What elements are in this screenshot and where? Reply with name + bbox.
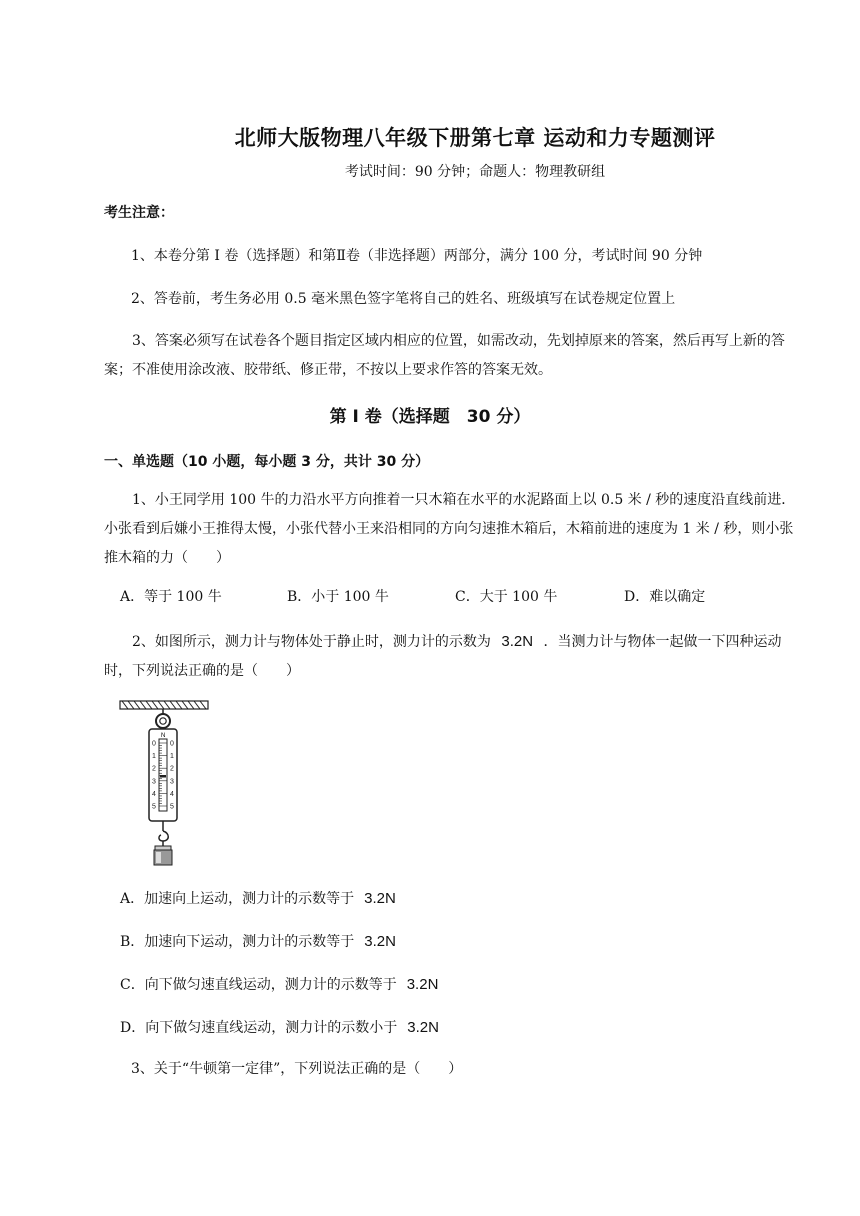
page-title: 北师大版物理八年级下册第七章 运动和力专题测评 xyxy=(234,126,716,150)
q2-option-d[interactable] xyxy=(120,1013,820,1043)
q2-option-c[interactable] xyxy=(120,970,820,1000)
scale-label-left: 0 xyxy=(152,740,156,748)
q2-option-b-text: B．加速向下运动，测力计的示数等于 xyxy=(120,934,355,950)
q2-option-b-value: 3.2N xyxy=(364,933,396,950)
q2-option-c-text: C．向下做匀速直线运动，测力计的示数等于 xyxy=(120,977,397,993)
scale-label-right: 0 xyxy=(170,740,174,748)
scale-label-right: 5 xyxy=(170,803,174,811)
scale-label-left: 3 xyxy=(152,778,156,786)
q1-option-b[interactable]: B．小于 100 牛 xyxy=(287,589,389,605)
page-subtitle: 考试时间：90 分钟；命题人：物理教研组 xyxy=(344,164,606,180)
q1-option-c[interactable]: C．大于 100 牛 xyxy=(455,589,558,605)
question-2-text xyxy=(104,627,804,686)
scale-hook xyxy=(159,831,168,841)
q1-option-d[interactable]: D．难以确定 xyxy=(624,589,706,605)
scale-label-left: 5 xyxy=(152,803,156,811)
scale-pointer xyxy=(160,775,166,778)
scale-label-left: 1 xyxy=(152,753,156,761)
q2-option-d-text: D．向下做匀速直线运动，测力计的示数小于 xyxy=(120,1020,398,1036)
part-heading: 一、单选题（10 小题，每小题 3 分，共计 30 分） xyxy=(104,454,430,470)
scale-label-left: 4 xyxy=(152,790,156,798)
scale-label-left: 2 xyxy=(152,765,156,773)
scale-unit: N xyxy=(161,733,166,739)
q2-option-d-value: 3.2N xyxy=(407,1019,439,1036)
q2-option-a-text: A．加速向上运动，测力计的示数等于 xyxy=(120,891,355,907)
q2-option-a-value: 3.2N xyxy=(364,890,396,907)
notice-item-2: 2、答卷前，考生务必用 0.5 毫米黑色签字笔将自己的姓名、班级填写在试卷规定位置上 xyxy=(131,291,676,307)
scale-label-right: 2 xyxy=(170,765,174,773)
spring-scale-figure xyxy=(118,697,218,869)
scale-label-right: 4 xyxy=(170,790,174,798)
weight-block xyxy=(155,846,171,850)
question-3-text: 3、关于“牛顿第一定律”，下列说法正确的是（ ） xyxy=(131,1061,463,1077)
q2-option-a[interactable] xyxy=(120,884,820,914)
section-title: 第 I 卷（选择题 30 分） xyxy=(329,407,531,427)
q2-value: 3.2N xyxy=(501,633,534,650)
notice-item-1: 1、本卷分第 I 卷（选择题）和第Ⅱ卷（非选择题）两部分，满分 100 分，考试时间 90 分钟 xyxy=(131,248,703,264)
question-1-text: 1、小王同学用 100 牛的力沿水平方向推着一只木箱在水平的水泥路面上以 0.5 米 / 秒的速度沿直线前进．小张看到后嫌小王推得太慢，小张代替小王来沿相同的方向匀速推木箱后，木箱前进的速度为 1 米 / 秒，则小张推木箱的力（ ） xyxy=(104,492,796,566)
q2-option-c-value: 3.2N xyxy=(406,976,439,993)
q1-option-a[interactable]: A．等于 100 牛 xyxy=(120,589,222,605)
scale-label-right: 1 xyxy=(170,753,174,761)
q2-text-after: ．当测力计与物体一起做一下四种运动时，下列说法正确的是（ ） xyxy=(104,634,782,679)
q2-text-before: 2、如图所示，测力计与物体处于静止时，测力计的示数为 xyxy=(132,634,491,650)
scale-label-right: 3 xyxy=(170,778,174,786)
hanging-ring xyxy=(156,714,170,728)
notice-heading: 考生注意： xyxy=(104,205,174,221)
notice-item-3: 3、答案必须写在试卷各个题目指定区域内相应的位置，如需改动，先划掉原来的答案，然后再写上新的答案；不准使用涂改液、胶带纸、修正带，不按以上要求作答的答案无效。 xyxy=(104,333,785,378)
q2-option-b[interactable] xyxy=(120,927,820,957)
